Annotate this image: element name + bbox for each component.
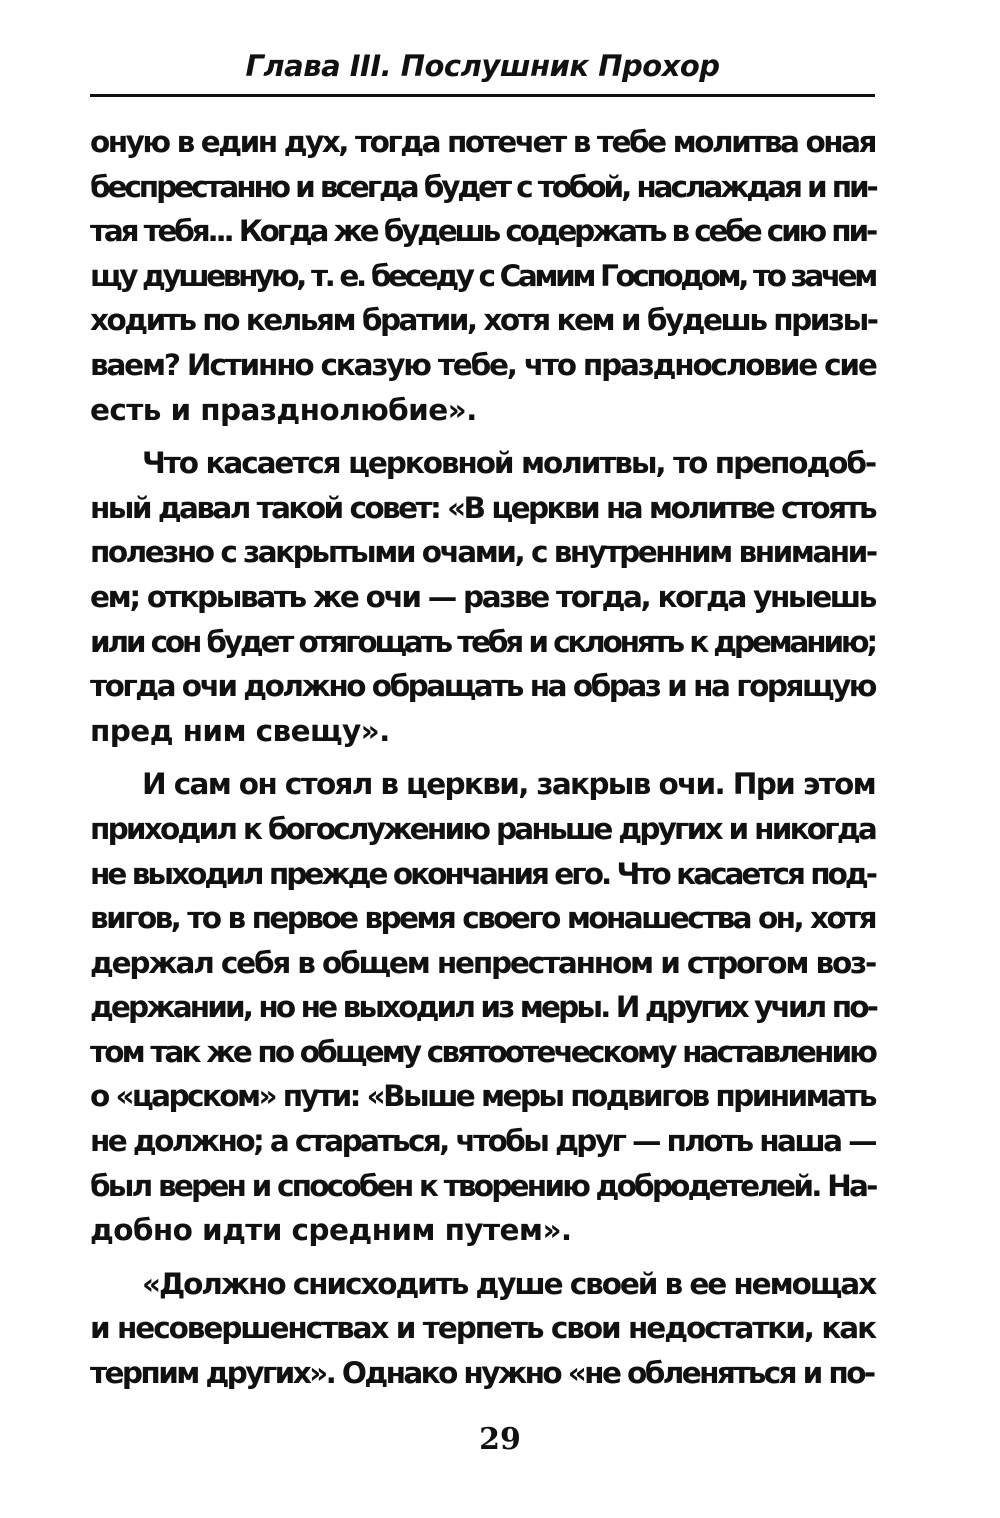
text-line: ходить по кельям братии, хотя кем и будешь призы-	[90, 303, 877, 338]
paragraph	[90, 120, 875, 432]
text-line: оную в един дух, тогда потечет в тебе молитва оная	[90, 125, 875, 159]
text-line: держал себя в общем непрестанном и строгом воз-	[90, 945, 875, 980]
paragraph-gap	[90, 432, 875, 441]
text-line: «Должно снисходить душе своей в ее немощах	[142, 1266, 875, 1301]
text-line: добно идти средним путем».	[90, 1213, 572, 1248]
text-line: не должно; а стараться, чтобы друг — плоть наша —	[90, 1124, 875, 1159]
text-line: беспрестанно и всегда будет с тобой, наслаждая и пи-	[90, 169, 876, 204]
header-rule	[90, 94, 875, 97]
text-line: том так же по общему святоотеческому наставлению	[90, 1034, 875, 1069]
text-line: или сон будет отягощать тебя и склонять к дреманию;	[90, 624, 875, 659]
text-line: приходил к богослужению раньше других и никогда	[90, 811, 875, 846]
paragraph-gap	[90, 753, 875, 762]
paragraph	[90, 1262, 875, 1396]
text-line: полезно с закрытыми очами, с внутренним внимани-	[90, 535, 876, 570]
text-line: ем; открывать же очи — разве тогда, когда уныешь	[90, 579, 875, 614]
text-line: вигов, то в первое время своего монашества он, хотя	[90, 901, 875, 936]
text-line: ваем? Истинно сказую тебе, что празднословие сие	[90, 347, 876, 382]
text-line: Что касается церковной молитвы, то преподоб-	[142, 446, 875, 481]
running-head-title: Глава III. Послушник Прохор	[245, 49, 720, 83]
text-line: И сам он стоял в церкви, закрыв очи. При этом	[142, 767, 875, 802]
paragraph-gap	[90, 1253, 875, 1262]
text-line: пред ним свещу».	[90, 713, 390, 748]
text-line: щу душевную, т. е. беседу с Самим Господом, то зачем	[90, 258, 875, 293]
text-line: есть и празднолюбие».	[90, 392, 477, 427]
text-line: был верен и способен к творению добродетелей. На-	[90, 1168, 876, 1203]
text-line: держании, но не выходил из меры. И других учил по-	[90, 990, 876, 1025]
text-line: и несовершенствах и терпеть свои недостатки, как	[90, 1311, 875, 1346]
text-line: о «царском» пути: «Выше меры подвигов принимать	[90, 1079, 875, 1114]
body-text	[90, 120, 875, 1396]
paragraph	[90, 441, 875, 753]
paragraph	[90, 762, 875, 1253]
text-line: не выходил прежде окончания его. Что касается под-	[90, 856, 875, 891]
page-number: 29	[479, 1422, 521, 1457]
text-line: тогда очи должно обращать на образ и на горящую	[90, 669, 875, 704]
text-line: ный давал такой совет: «В церкви на молитве стоять	[90, 490, 875, 525]
text-line: терпим других». Однако нужно «не обленяться и по-	[90, 1356, 874, 1391]
text-line: тая тебя... Когда же будешь содержать в себе сию пи-	[90, 214, 875, 249]
